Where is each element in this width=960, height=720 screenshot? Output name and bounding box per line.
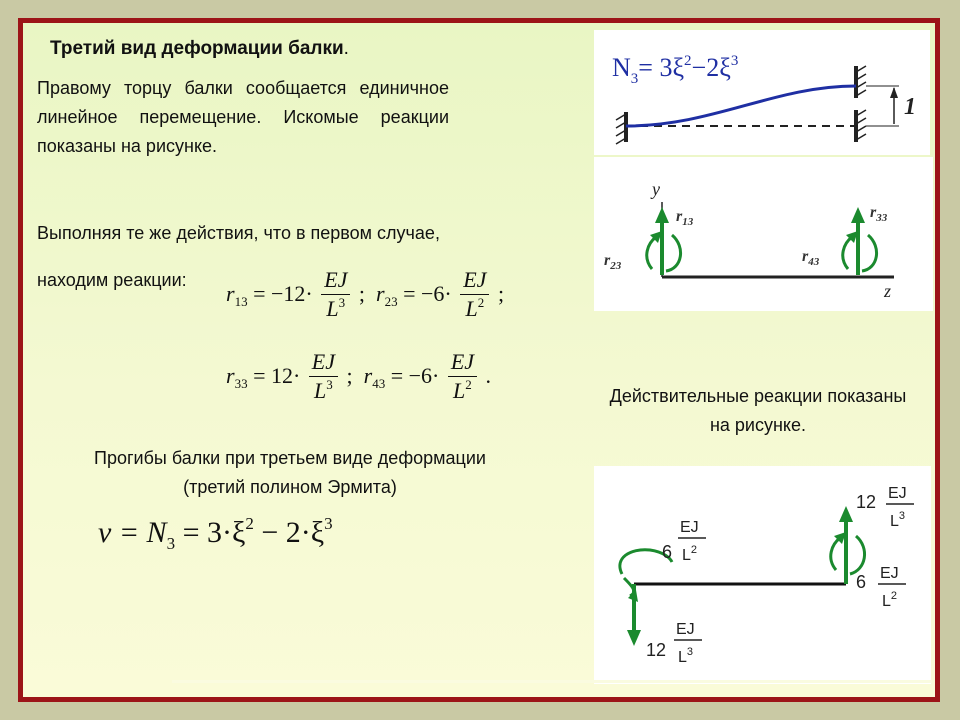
svg-text:6: 6	[856, 572, 867, 592]
reaction-equations-row-2: $r_{33} = 12\cdot$ $\frac{EJ}{L^3}$ ; $r_{43} = -6\cdot$ $\frac{EJ}{L^2}$ .	[226, 349, 492, 403]
axis-z-label: z	[884, 281, 892, 301]
svg-text:L2: $L^2$	[882, 590, 898, 610]
svg-text:EJ: EJ	[880, 565, 899, 582]
left-moment-label	[662, 519, 706, 564]
svg-text:6: 6	[662, 542, 673, 562]
r13-label: $r_{13}$	[676, 208, 694, 228]
r23-label: $r_{23}$	[604, 252, 622, 272]
hermite-polynomial-equation: $v = N_3 = 3\cdot\xi^2 - 2\cdot\xi^3$	[98, 514, 333, 553]
r43-label: $r_{43}$	[802, 248, 820, 268]
description-paragraph: Правому торцу балки сообщается единичное линейное перемещение. Искомые реакции показаны на рисунке.	[37, 78, 449, 156]
right-moment-label	[856, 565, 906, 610]
axis-y-label: y	[652, 179, 660, 199]
svg-text:12: 12	[856, 492, 877, 512]
svg-text:12: 12	[646, 640, 667, 660]
actual-reactions-caption: Действительные реакции показаны на рисунке.	[609, 386, 907, 435]
svg-text:EJ: EJ	[888, 485, 907, 502]
r33-label: $r_{33}$	[870, 204, 888, 224]
svg-text:EJ: EJ	[680, 519, 699, 536]
reaction-equations-row-1: $r_{13} = -12\cdot$ $\frac{EJ}{L^3}$ ; $r_{23} = -6\cdot$ $\frac{EJ}{L^2}$ ;	[226, 267, 505, 321]
svg-text:L3: $L^3$	[890, 510, 906, 530]
deflection-caption: Прогибы балки при третьем виде деформации (третий полином Эрмита)	[94, 448, 486, 497]
slide-title: Третий вид деформации балки.	[50, 38, 349, 59]
svg-text:L3: $L^3$	[678, 646, 694, 666]
svg-text:EJ: EJ	[676, 621, 695, 638]
deformed-beam-figure	[594, 30, 930, 155]
left-force-label	[646, 621, 702, 666]
method-text: Выполняя те же действия, что в первом случае,	[37, 223, 440, 243]
svg-text:L2: $L^2$	[682, 544, 698, 564]
bottom-divider	[172, 680, 932, 683]
right-force-label	[856, 485, 914, 530]
n3-formula: $N_3= 3\xi^2-2\xi^3$	[612, 53, 739, 87]
unit-displacement-label: 1	[904, 94, 916, 120]
reactions-scheme-figure	[594, 157, 933, 311]
actual-reactions-figure	[594, 466, 931, 684]
deformed-beam-curve	[626, 86, 856, 126]
reactions-intro: находим реакции:	[37, 270, 187, 290]
